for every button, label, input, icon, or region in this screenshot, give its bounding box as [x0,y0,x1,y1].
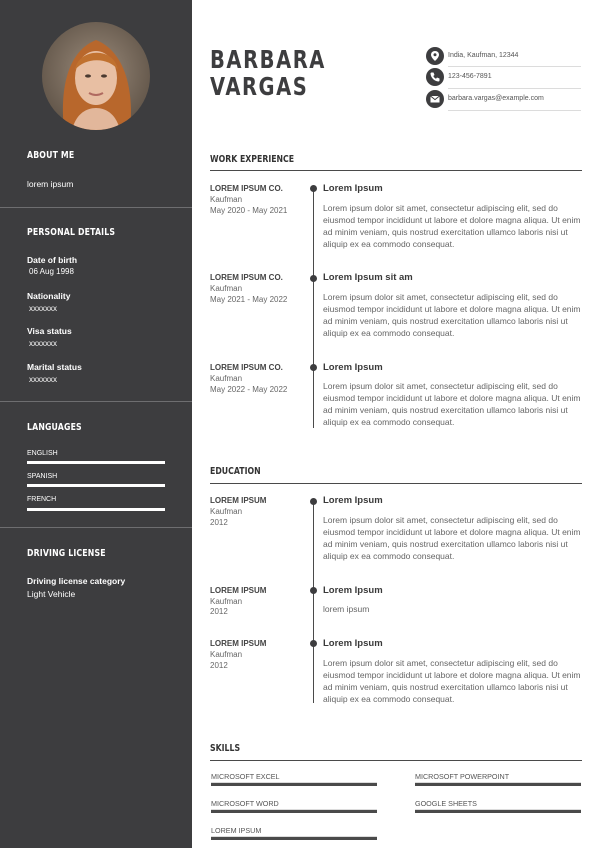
skills-heading: SKILLS [210,743,241,754]
mail-icon [426,90,444,108]
timeline-dot [310,364,317,371]
sidebar-divider [0,207,192,208]
dob-value: 06 Aug 1998 [29,267,74,276]
personal-details-heading: PERSONAL DETAILS [27,227,116,238]
work-company: LOREM IPSUM CO. [210,363,283,372]
education-school: LOREM IPSUM [210,496,267,505]
education-description: lorem ipsum [323,604,370,614]
about-text: lorem ipsum [27,179,74,189]
section-rule [210,760,582,761]
education-title: Lorem Ipsum [323,638,383,649]
education-title: Lorem Ipsum [323,585,383,596]
work-description: Lorem ipsum dolor sit amet, consectetur adipiscing elit, sed do eiusmod tempor incididunt ut labore et dolore magna aliqua. Ut enim ad minim veniam, quis nostrud exercitation ullamco laboris nisi ut aliquip ex ea commodo consequat. [323,292,581,338]
skill-label: GOOGLE SHEETS [415,799,477,808]
nationality-label: Nationality [27,291,71,301]
education-title: Lorem Ipsum [323,495,383,506]
education-description: Lorem ipsum dolor sit amet, consectetur adipiscing elit, sed do eiusmod tempor incididunt ut labore et dolore magna aliqua. Ut enim ad minim veniam, quis nostrud exercitation ullamco laboris nisi ut aliquip ex ea commodo consequat. [323,515,581,561]
work-company: LOREM IPSUM CO. [210,273,283,282]
skill-level-bar [415,783,581,786]
education-school: LOREM IPSUM [210,586,267,595]
skill-level-bar [211,837,377,840]
phone-icon [426,68,444,86]
work-title: Lorem Ipsum [323,362,383,373]
contact-divider [448,110,581,111]
driving-license-heading: DRIVING LICENSE [27,548,106,559]
contact-divider [448,88,581,89]
contact-email: barbara.vargas@example.com [448,95,544,102]
first-name: BARBARA [210,45,326,74]
work-description: Lorem ipsum dolor sit amet, consectetur adipiscing elit, sed do eiusmod tempor incididunt ut labore et dolore magna aliqua. Ut enim ad minim veniam, quis nostrud exercitation ullamco laboris nisi ut aliquip ex ea commodo consequat. [323,381,581,427]
work-experience-heading: WORK EXPERIENCE [210,154,295,165]
work-timeline [313,188,314,428]
work-place: Kaufman [210,195,243,204]
skill-label: MICROSOFT WORD [211,799,279,808]
work-dates: May 2020 - May 2021 [210,206,288,215]
languages-heading: LANGUAGES [27,422,82,433]
education-place: Kaufman [210,507,243,516]
sidebar-divider [0,401,192,402]
education-year: 2012 [210,661,228,670]
profile-photo [42,22,150,130]
last-name: VARGAS [210,72,309,101]
work-description: Lorem ipsum dolor sit amet, consectetur adipiscing elit, sed do eiusmod tempor incididunt ut labore et dolore magna aliqua. Ut enim ad minim veniam, quis nostrud exercitation ullamco laboris nisi ut aliquip ex ea commodo consequat. [323,203,581,249]
nationality-value: xxxxxxx [29,304,57,313]
language-level-bar [27,461,165,464]
map-pin-icon [426,47,444,65]
education-heading: EDUCATION [210,466,261,477]
marital-label: Marital status [27,362,82,372]
contact-divider [448,66,581,67]
skill-label: MICROSOFT EXCEL [211,772,280,781]
work-dates: May 2021 - May 2022 [210,295,288,304]
education-school: LOREM IPSUM [210,639,267,648]
work-title: Lorem Ipsum [323,183,383,194]
visa-label: Visa status [27,326,72,336]
marital-value: xxxxxxx [29,375,57,384]
education-timeline [313,501,314,703]
sidebar-divider [0,527,192,528]
language-level-bar [27,508,165,511]
driving-license-value: Light Vehicle [27,589,76,599]
contact-address: India, Kaufman, 12344 [448,52,519,59]
work-place: Kaufman [210,374,243,383]
skill-label: LOREM IPSUM [211,826,262,835]
work-dates: May 2022 - May 2022 [210,385,288,394]
timeline-dot [310,587,317,594]
driving-license-label: Driving license category [27,576,126,586]
work-company: LOREM IPSUM CO. [210,184,283,193]
visa-value: xxxxxxx [29,339,57,348]
skill-level-bar [415,810,581,813]
dob-label: Date of birth [27,255,78,265]
education-year: 2012 [210,518,228,527]
timeline-dot [310,275,317,282]
skill-label: MICROSOFT POWERPOINT [415,772,510,781]
education-description: Lorem ipsum dolor sit amet, consectetur adipiscing elit, sed do eiusmod tempor incididunt ut labore et dolore magna aliqua. Ut enim ad minim veniam, quis nostrud exercitation ullamco laboris nisi ut aliquip ex ea commodo consequat. [323,658,581,704]
section-rule [210,170,582,171]
education-year: 2012 [210,607,228,616]
language-label: FRENCH [27,496,57,503]
timeline-dot [310,185,317,192]
timeline-dot [310,640,317,647]
section-rule [210,483,582,484]
work-title: Lorem Ipsum sit am [323,272,413,283]
skill-level-bar [211,783,377,786]
sidebar [0,0,192,848]
about-heading: ABOUT ME [27,150,75,161]
language-label: ENGLISH [27,450,58,457]
skill-level-bar [211,810,377,813]
education-place: Kaufman [210,650,243,659]
education-place: Kaufman [210,597,243,606]
work-place: Kaufman [210,284,243,293]
contact-phone: 123-456-7891 [448,73,492,80]
timeline-dot [310,498,317,505]
language-level-bar [27,484,165,487]
language-label: SPANISH [27,473,58,480]
